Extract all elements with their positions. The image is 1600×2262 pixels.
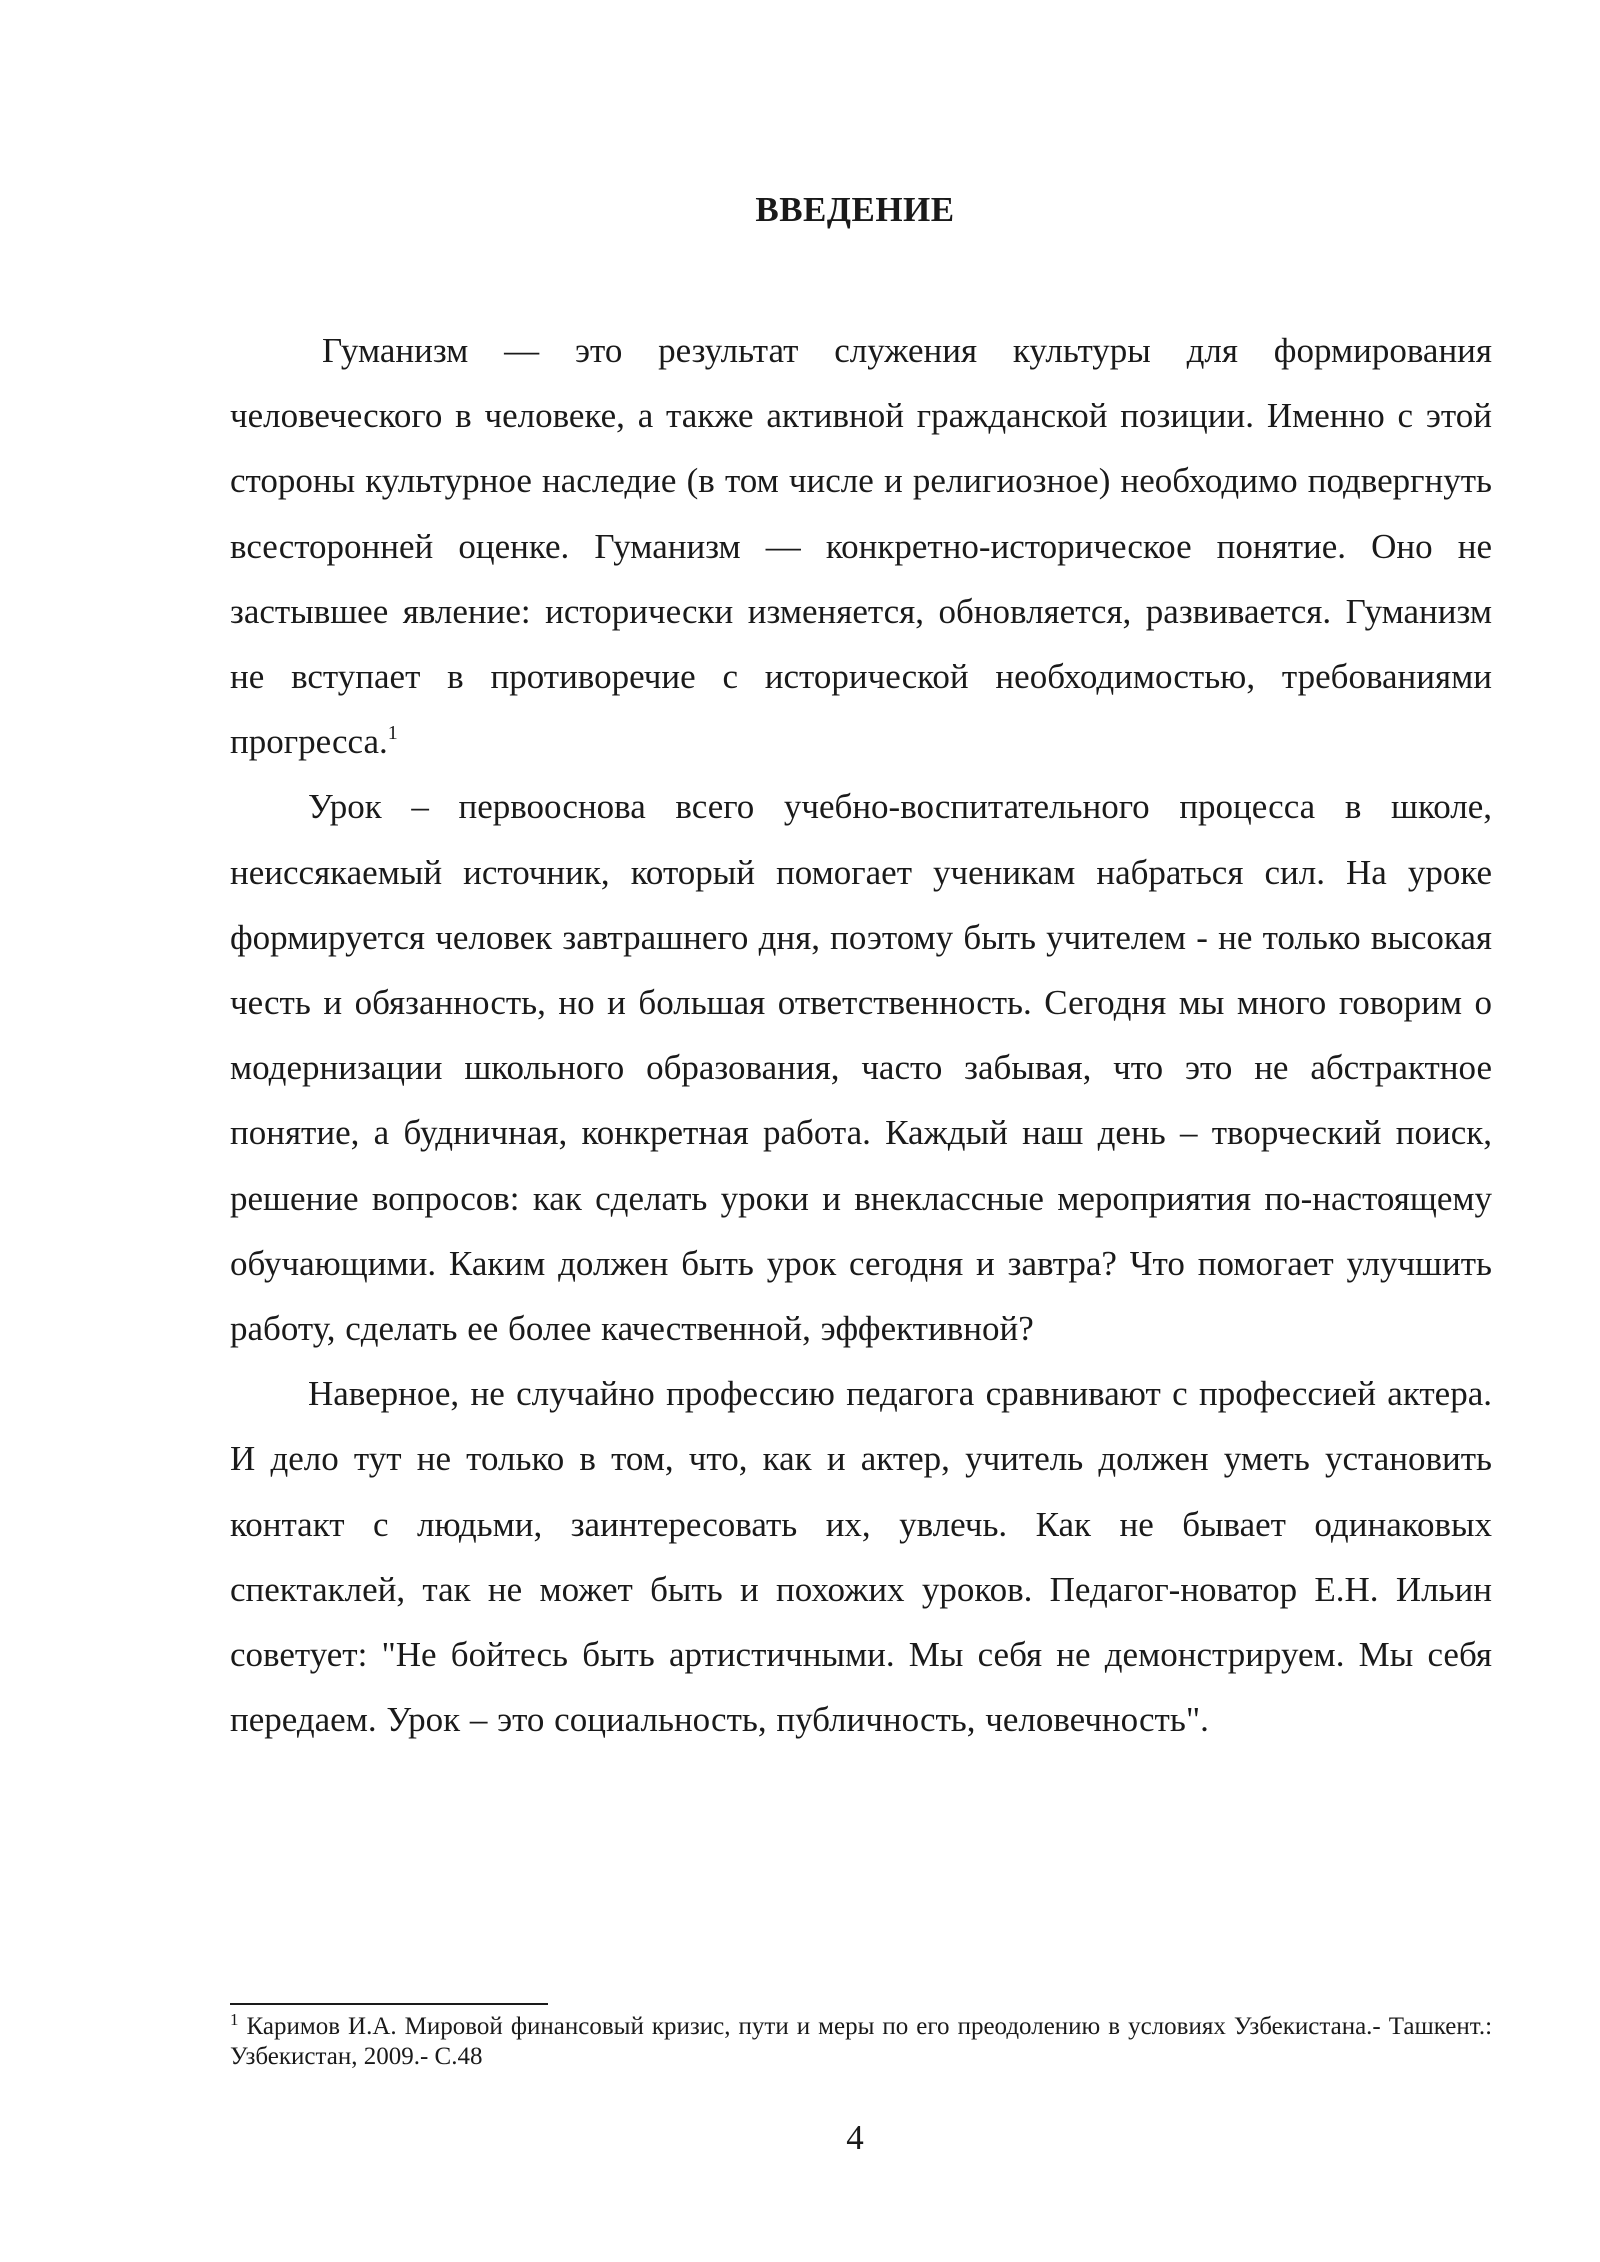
footnote-text: Каримов И.А. Мировой финансовый кризис, пути и меры по его преодолению в условиях Узбекистана.- Ташкент.: Узбекистан, 2009.- С.48	[230, 2013, 1493, 2070]
paragraph-teacher-actor: Наверное, не случайно профессию педагога сравнивают с профессией актера. И дело тут не только в том, что, как и актер, учитель должен уметь установить контакт с людьми, заинтересовать их, увлечь. Как не бывает одинаковых спектаклей, так не может быть и похожих уроков. Педагог-новатор Е.Н. Ильин советует: "Не бойтесь быть артистичными. Мы себя не демонстрируем. Мы себя передаем. Урок – это социальность, публичность, человечность".	[230, 1374, 1492, 1740]
footnote	[230, 2012, 1492, 2072]
paragraph-lesson: Урок – первооснова всего учебно-воспитательного процесса в школе, неиссякаемый источник, который помогает ученикам набраться сил. На уроке формируется человек завтрашнего дня, поэтому быть учителем - не только высокая честь и обязанность, но и большая ответственность. Сегодня мы много говорим о модернизации школьного образования, часто забывая, что это не абстрактное понятие, а будничная, конкретная работа. Каждый наш день – творческий поиск, решение вопросов: как сделать уроки и внеклассные мероприятия по-настоящему обучающими. Каким должен быть урок сегодня и завтра? Что помогает улучшить работу, сделать ее более качественной, эффективной?	[230, 787, 1492, 1349]
paragraph-humanism	[230, 318, 1492, 774]
paragraph-text: Гуманизм — это результат служения культуры для формирования человеческого в человеке, а также активной гражданской позиции. Именно с этой стороны культурное наследие (в том числе и религиозное) необходимо подвергнуть всесторонней оценке. Гуманизм — конкретно-историческое понятие. Оно не застывшее явление: исторически изменяется, обновляется, развивается. Гуманизм не вступает в противоречие с исторической необходимостью, требованиями прогресса.	[230, 331, 1492, 762]
footnote-reference[interactable]: 1	[387, 722, 398, 745]
footnote-marker: 1	[230, 2010, 239, 2029]
section-title: ВВЕДЕНИЕ	[755, 190, 955, 229]
body-text	[230, 318, 1492, 1752]
footnote-separator	[230, 2003, 548, 2005]
page-number: 4	[846, 2118, 864, 2157]
